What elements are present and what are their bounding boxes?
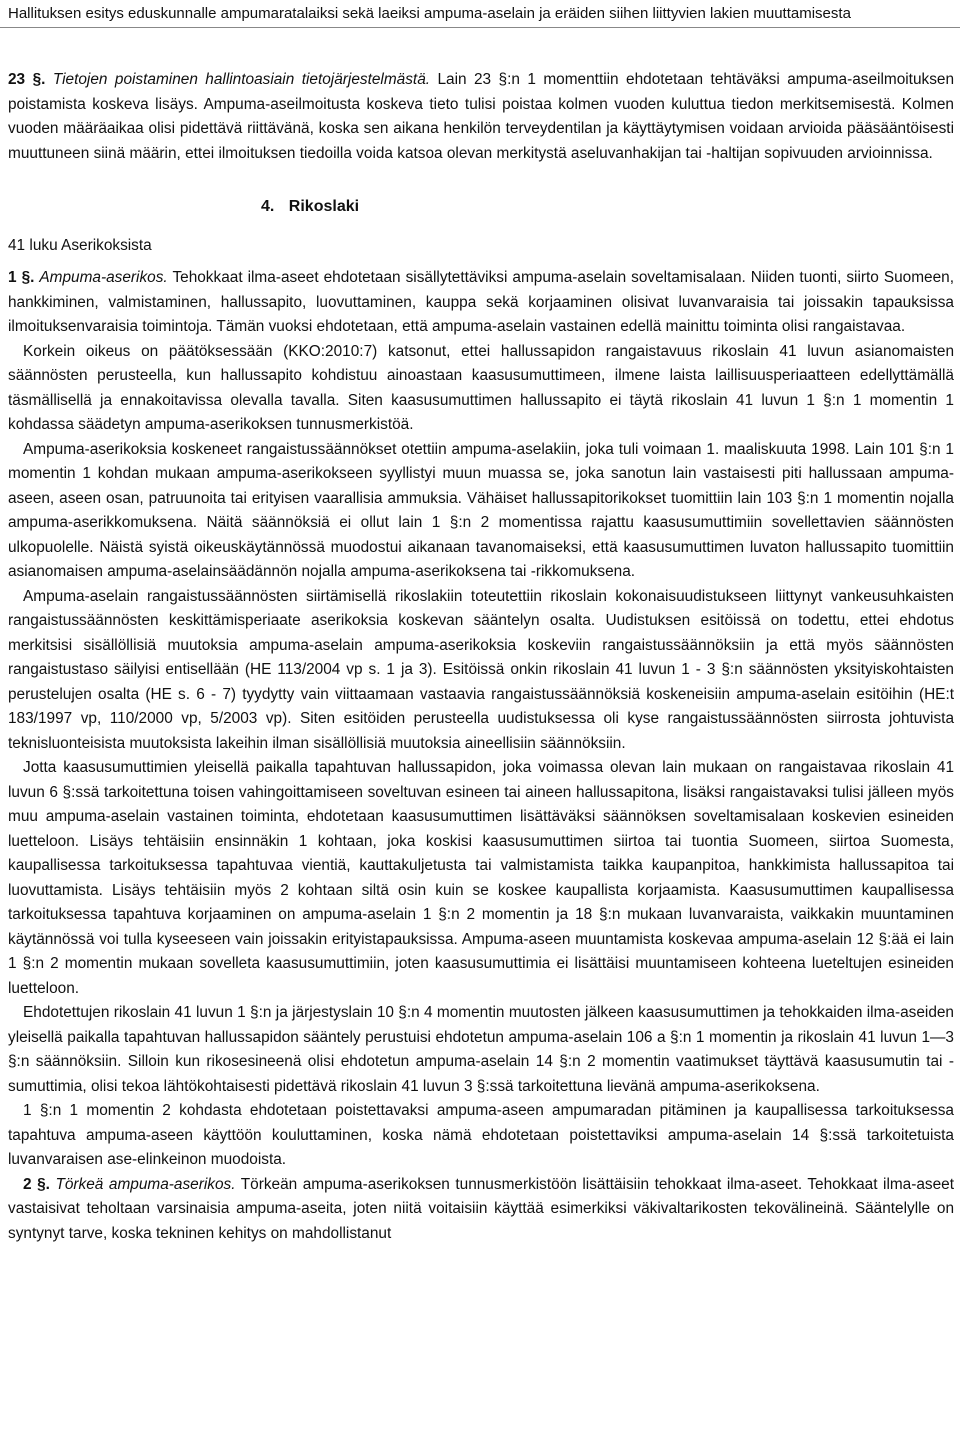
chapter-41-label: 41 luku Aserikoksista bbox=[8, 237, 152, 254]
document-header bbox=[0, 0, 960, 28]
section-23-paragraph bbox=[8, 68, 954, 166]
section-23-number: 23 bbox=[8, 71, 26, 88]
section-2-paragraph bbox=[8, 1173, 954, 1247]
section-23-title: Tietojen poistaminen hallintoasiain tietojärjestelmästä. bbox=[52, 71, 431, 88]
law-4-number: 4. bbox=[261, 198, 275, 215]
section-1-paragraph-6: 1 §:n 1 momentin 2 kohdasta ehdotetaan poistettavaksi ampuma-aseen ampumaradan pitäminen ja kaupallisessa tarkoituksessa tapahtuva ampuma-aseen käyttöön kouluttaminen, koska nämä ehdotetaan poistettaviksi ampuma-aselain 14 §:ssä tarkoitetuista luvanvaraisen ase-elinkeinon muodoista. bbox=[8, 1102, 954, 1168]
section-2-number: 2 bbox=[23, 1175, 32, 1193]
section-1-text-0: Tehokkaat ilma-aseet ehdotetaan sisällytettäviksi ampuma-aselain soveltamisalaan. Niiden tuonti, siirto Suomeen, hankkiminen, valmistaminen, hallussapito, luovuttaminen, kauppa sekä korjaaminen olisivat luvanvaraisia tai joissakin tapauksissa ilmoituksenvaraisia toimintoja. Tämän vuoksi ehdotetaan, että ampuma-aselain vastainen edellä mainittu toiminta olisi rangaistavaa. bbox=[8, 269, 955, 335]
section-1-paragraph-1: Korkein oikeus on päätöksessään (KKO:2010:7) katsonut, ettei hallussapidon rangaistavuus rikoslain 41 luvun asianomaisten säännösten perusteella, kun hallussapito kohdistuu ainoastaan kaasusumuttimeen, ilmene laista laillisuusperiaatteen edellyttämällä täsmällisellä ja ennakoitavissa olevalla tavalla. Siten kaasusumuttimen hallussapito ei täytä rikoslain 41 luvun 1 §:n 1 momentin 1 kohdassa säädetyn ampuma-aserikoksen tunnusmerkistöä. bbox=[8, 342, 954, 433]
section-1-paragraph-2: Ampuma-aserikoksia koskeneet rangaistussäännökset otettiin ampuma-aselakiin, joka tuli voimaan 1. maaliskuuta 1998. Lain 101 §:n 1 momentin 1 kohdan mukaan ampuma-aserikokseen syyllistyi muun muassa se, joka sanotun lain vastaisesti piti hallussaan ampuma-aseen, aseen osan, patruunoita tai erityisen vaarallisia ammuksia. Vähäiset hallussapitorikokset tuomittiin lain 103 §:n 1 momentin nojalla ampuma-aserikkomuksena. Näitä säännöksiä ei ollut lain 1 §:n 2 momentissa rajattu kaasusumuttimiin sovellettavien säännösten ulkopuolelle. Näistä syistä oikeuskäytännössä muodostui aikanaan tavanomaiseksi, että kaasusumuttimen luvaton hallussapito tuomittiin asianomaisen ampuma-aselainsäädännön nojalla ampuma-aserikoksena tai -rikkomuksena. bbox=[8, 440, 954, 580]
section-23-mark: §. bbox=[32, 71, 46, 88]
section-1-paragraph-0 bbox=[8, 266, 954, 340]
law-4-heading-block bbox=[8, 194, 954, 266]
section-1-number: 1 bbox=[8, 269, 17, 286]
page-body bbox=[8, 68, 954, 1246]
section-2-text: Törkeän ampuma-aserikoksen tunnusmerkistöön lisättäisiin tehokkaat ilma-aseet. Tehokkaat ilma-aseet vastaisivat teholtaan varsinaisia ampuma-aseita, joten niitä voitaisiin käyttää esimerkiksi väkivaltarikosten tekovälineinä. Sääntelylle on syntynyt tarve, koska tekninen kehitys on mahdollistanut bbox=[8, 1175, 955, 1242]
header-title: Hallituksen esitys eduskunnalle ampumaratalaiksi sekä laeiksi ampuma-aselain ja eräiden siihen liittyvien lakien muuttamisesta bbox=[8, 5, 851, 22]
section-1-mark: §. bbox=[21, 269, 35, 286]
law-4-title: Rikoslaki bbox=[288, 198, 360, 215]
section-2-mark: §. bbox=[37, 1175, 50, 1193]
section-1-paragraph-4: Jotta kaasusumuttimien yleisellä paikalla tapahtuvan hallussapidon, joka voimassa olevan lain mukaan on rangaistavaa rikoslain 41 luvun 6 §:ssä tarkoitettuna toisen vahingoittamiseen soveltuvan esineen tai aineen hallussapitona, lisäksi rangaistavaksi tulisi jälleen myös muu ampuma-aselain vastainen toiminta, ehdotetaan kaasusumuttimen lisättäväksi säännöksen soveltamisalaan koskevien esineiden luetteloon. Lisäys tehtäisiin ensinnäkin 1 kohtaan, joka koskisi kaasusumuttimen siirtoa tai tuontia Suomeen, siirtoa Suomesta, kaupallisessa tarkoituksessa tapahtuvaa vientiä, kauttakuljetusta tai valmistamista taikka kaupanpitoa, hankkimista hallussapitoa tai luovuttamista. Lisäys tehtäisiin myös 2 kohtaan siltä osin kuin se koskee kaupallista korjaamista. Kaasusumuttimen kaupallisessa tarkoituksessa tapahtuva korjaaminen on ampuma-aselain 1 §:n 2 momentin ja 18 §:n mukaan luvanvaraista, vaikkakin muuntaminen käytännössä voi tulla kyseeseen vain joissakin erityistapauksissa. Ampuma-aseen muuntamista koskevaa ampuma-aselain 12 §:ää ei lain 1 §:n 2 momentin mukaan sovelleta kaasusumuttimiin, joten kaasusumuttimia ei lisättäisi muuntamiseen kohteena lueteltujen esineiden luetteloon. bbox=[8, 759, 954, 997]
section-1-paragraph-5: Ehdotettujen rikoslain 41 luvun 1 §:n ja järjestyslain 10 §:n 4 momentin muutosten jälkeen kaasusumuttimen ja tehokkaiden ilma-aseiden yleisellä paikalla tapahtuvan hallussapidon sääntely perustuisi ehdotetun ampuma-aselain 106 a §:n 1 momentin ja rikoslain 41 luvun 1—3 §:n säännöksiin. Silloin kun rikosesineenä olisi ehdotetun ampuma-aselain 14 §:n 2 momentin vaatimukset täyttävä kaasusumutin tai -sumuttimia, olisi tekoa lähtökohtaisesti pidettävä rikoslain 41 luvun 3 §:ssä tarkoitettuna lievänä ampuma-aserikoksena. bbox=[8, 1004, 954, 1095]
law-4-heading bbox=[261, 195, 359, 220]
section-1-title: Ampuma-aserikos. bbox=[39, 269, 168, 286]
section-2-title: Törkeä ampuma-aserikos. bbox=[55, 1175, 236, 1193]
section-23-text: Lain 23 §:n 1 momenttiin ehdotetaan tehtäväksi ampuma-aseilmoituksen poistamista koskeva lisäys. Ampuma-aseilmoitusta koskeva tieto tulisi poistaa kolmen vuoden kuluttua tiedon merkitsemisestä. Kolmen vuoden määräaikaa olisi pidettävä riittävänä, koska sen aikana henkilön terveydentilan ja käyttäytymisen voidaan arvioida pääsääntöisesti muuttuneen siinä määrin, ettei ilmoituksen tiedoilla voida katsoa olevan merkitystä aseluvanhakijan tai -haltijan sopivuuden arvioinnissa. bbox=[8, 71, 955, 162]
section-1-paragraph-3: Ampuma-aselain rangaistussäännösten siirtämisellä rikoslakiin toteutettiin rikoslain kokonaisuudistukseen liittynyt vankeusuhkaisten rangaistussäännösten keskittämisperiaate aserikoksia koskevan sääntelyn osalta. Uudistuksen esitöissä on todettu, ettei ehdotus merkitsisi sisällöllisiä muutoksia ampuma-aselain ampuma-aserikoksia koskeviin rangaistussäännöksiin ja että myös säännösten rangaistustaso säilyisi entisellään (HE 113/2004 vp s. 1 ja 3). Esitöissä onkin rikoslain 41 luvun 1 - 3 §:n säännösten yksityiskohtaisten perustelujen osalta (HE s. 6 - 7) tyydytty vain viittaamaan vastaavia rangaistussäännöksiä koskeneisiin ampuma-aselain esitöihin (HE:t 183/1997 vp, 110/2000 vp, 5/2003 vp). Siten esitöiden perusteella uudistuksessa oli kyse rangaistussäännösten siirrosta johtuvista teknisluonteisista muutoksista lakeihin ilman sisällöllisiä muutoksia aineellisiin säännöksiin. bbox=[8, 587, 954, 752]
